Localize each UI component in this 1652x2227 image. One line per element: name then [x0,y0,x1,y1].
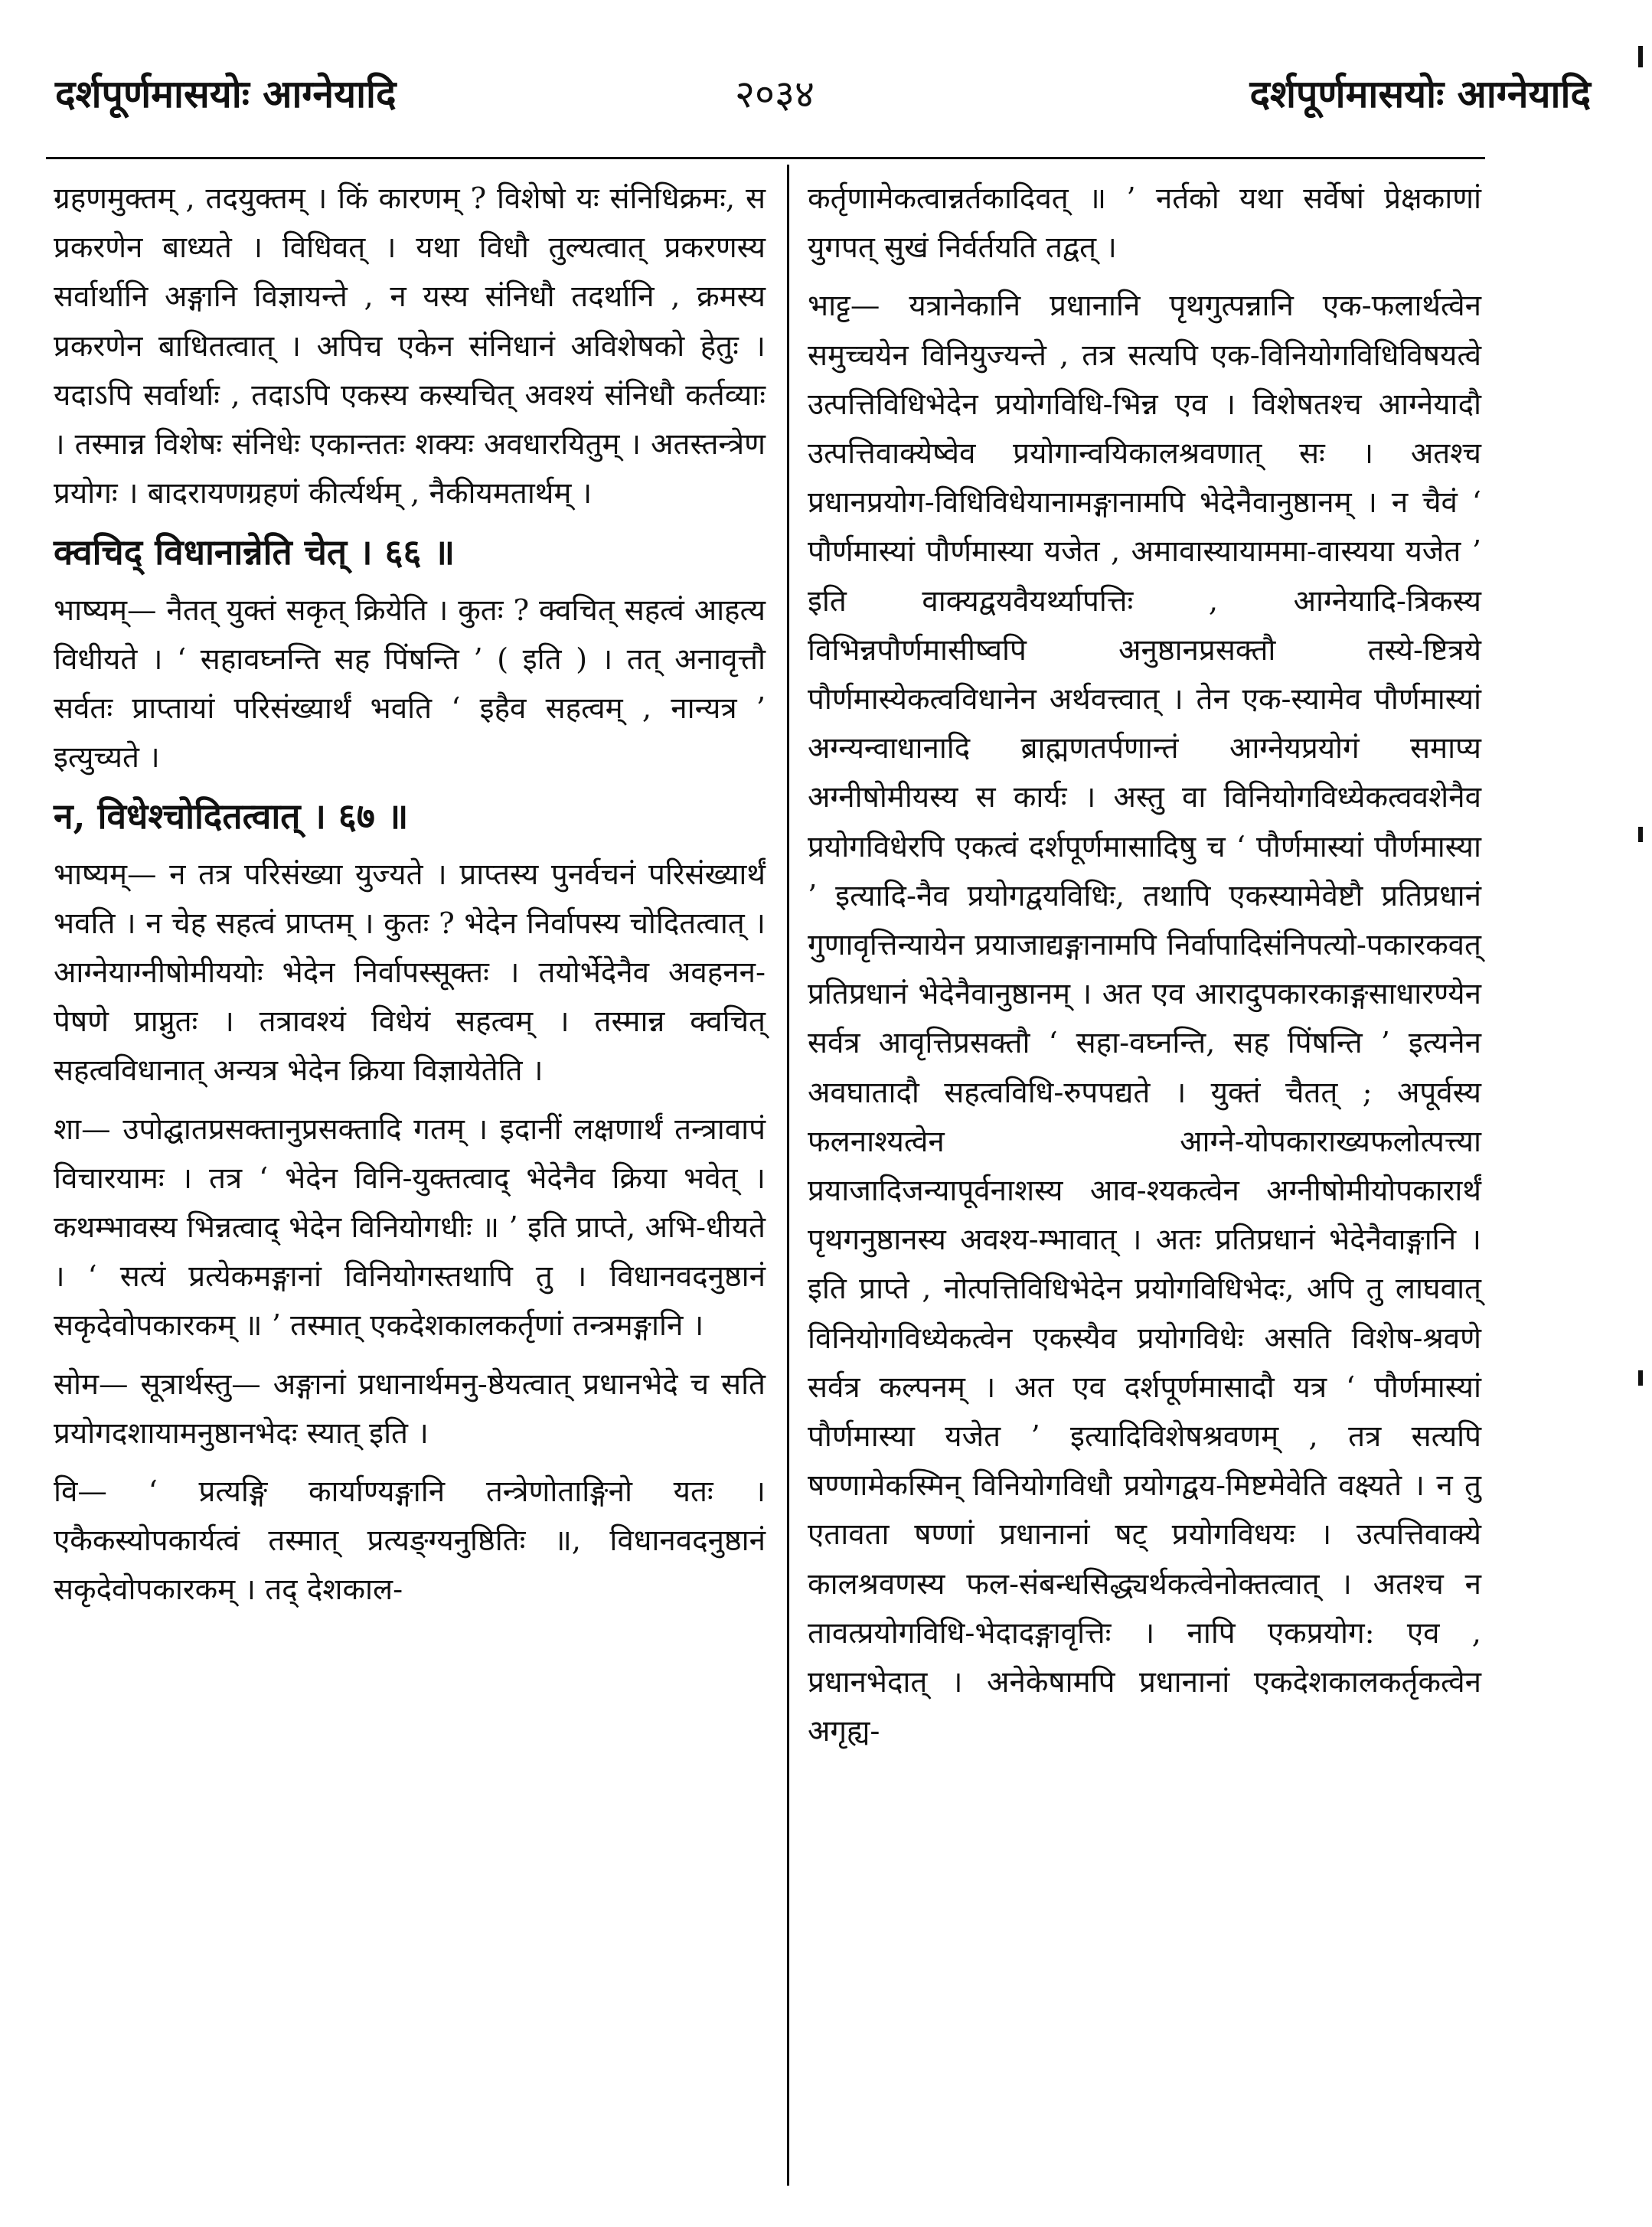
commentary-paragraph: कर्तृणामेकत्वान्नर्तकादिवत् ॥ ’ नर्तको यथा सर्वेषां प्रेक्षकाणां युगपत् सुखं निर्वर्तयति तद्वत् । [808,181,1481,266]
bhatta-paragraph: भाट्ट— यत्रानेकानि प्रधानानि पृथगुत्पन्नानि एक-फलार्थत्वेन समुच्चयेन विनियुज्यन्ते , तत्र सत्यपि एक-विनियोगविधिविषयत्वे उत्पत्तिविधिभेदेन प्रयोगविधि-भिन्न एव । विशेषतश्च आग्नेयादौ उत्पत्तिवाक्येष्वेव प्रयोगान्वयिकालश्रवणात् सः । अतश्च प्रधानप्रयोग-विधिविधेयानामङ्गानामपि भेदेनैवानुष्ठानम् । न चैवं ‘ पौर्णमास्यां पौर्णमास्या यजेत , अमावास्यायाममा-वास्यया यजेत ’ इति वाक्यद्वयवैयर्थ्यापत्तिः , आग्नेयादि-त्रिकस्य विभिन्नपौर्णमासीष्वपि अनुष्ठानप्रसक्तौ तस्ये-ष्टित्रये पौर्णमास्येकत्वविधानेन अर्थवत्त्वात् । तेन एक-स्यामेव पौर्णमास्यां अग्न्यन्वाधानादि ब्राह्मणतर्पणान्तं आग्नेयप्रयोगं समाप्य अग्नीषोमीयस्य स कार्यः । अस्तु वा विनियोगविध्येकत्ववशेनैव प्रयोगविधेरपि एकत्वं दर्शपूर्णमासादिषु च ‘ पौर्णमास्यां पौर्णमास्या ’ इत्यादि-नैव प्रयोगद्वयविधिः, तथापि एकस्यामेवेष्टौ प्रतिप्रधानं गुणावृत्तिन्यायेन प्रयाजाद्यङ्गानामपि निर्वापादिसंनिपत्यो-पकारकवत् प्रतिप्रधानं भेदेनैवानुष्ठानम् । अत एव आरादुपकारकाङ्गसाधारण्येन सर्वत्र आवृत्तिप्रसक्तौ ‘ सहा-वघ्नन्ति, सह पिंषन्ति ’ इत्यनेन अवघातादौ सहत्वविधि-रुपपद्यते । युक्तं चैतत् ; अपूर्वस्य फलनाश्यत्वेन आग्ने-योपकाराख्यफलोत्पत्त्या प्रयाजादिजन्यापूर्वनाशस्य आव-श्यकत्वेन अग्नीषोमीयोपकारार्थं पृथगनुष्ठानस्य अवश्य-म्भावात् । अतः प्रतिप्रधानं भेदेनैवाङ्गानि । इति प्राप्ते , नोत्पत्तिविधिभेदेन प्रयोगविधिभेदः, अपि तु लाघवात् विनियोगविध्येकत्वेन एकस्यैव प्रयोगविधेः असति विशेष-श्रवणे सर्वत्र कल्पनम् । अत एव दर्शपूर्णमासादौ यत्र ‘ पौर्णमास्यां पौर्णमास्या यजेत ’ इत्यादिविशेषश्रवणम् , तत्र सत्यपि षण्णामेकस्मिन् विनियोगविधौ प्रयोगद्वय-मिष्टमेवेति वक्ष्यते । न तु एतावता षण्णां प्रधानानां षट् प्रयोगविधयः । उत्पत्तिवाक्ये कालश्रवणस्य फल-संबन्धसिद्ध्यर्थकत्वेनोक्तत्वात् । अतश्च न तावत्प्रयोगविधि-भेदादङ्गावृत्तिः । नापि एकप्रयोग: एव , प्रधानभेदात् । अनेकेषामपि प्रधानानां एकदेशकालकर्तृकत्वेन अगृह्य- [808,289,1481,1749]
bhashya-paragraph: भाष्यम्— नैतत् युक्तं सकृत् क्रियेति । कुतः ? क्वचित् सहत्वं आहत्य विधीयते । ‘ सहावघ्नन्ति सह पिंषन्ति ’ ( इति ) । तत् अनावृत्तौ सर्वतः प्राप्तायां परिसंख्यार्थं भवति ‘ इहैव सहत्वम् , नान्यत्र ’ इत्युच्यते । [54,593,766,776]
commentary-paragraph: ग्रहणमुक्तम् , तदयुक्तम् । किं कारणम् ? विशेषो यः संनिधिक्रमः, स प्रकरणेन बाध्यते । विधिवत् । यथा विधौ तुल्यत्वात् प्रकरणस्य सर्वार्थानि अङ्गानि विज्ञायन्ते , न यस्य संनिधौ तदर्थानि , क्रमस्य प्रकरणेन बाधितत्वात् । अपिच एकेन संनिधानं अविशेषको हेतुः । यदाऽपि सर्वार्थाः , तदाऽपि एकस्य कस्यचित् अवश्यं संनिधौ कर्तव्याः । तस्मान्न विशेषः संनिधेः एकान्ततः शक्यः अवधारयितुम् । अतस्तन्त्रेण प्रयोगः । बादरायणग्रहणं कीर्त्यर्थम् , नैकीयमतार्थम् । [54,181,766,511]
column-divider [787,165,789,2186]
sutra-66: क्वचिद् विधानान्नेति चेत् । ६६ ॥ [54,531,455,573]
scan-edge-mark [1638,827,1643,842]
shastradipika-paragraph: शा— उपोद्घातप्रसक्तानुप्रसक्तादि गतम् । इदानीं लक्षणार्थं तन्त्रावापं विचारयामः । तत्र ‘ भेदेन विनि-युक्तत्वाद् भेदेनैव क्रिया भवेत् । कथम्भावस्य भिन्नत्वाद् भेदेन विनियोगधीः ॥ ’ इति प्राप्ते, अभि-धीयते । ‘ सत्यं प्रत्येकमङ्गानां विनियोगस्तथापि तु । विधानवदनुष्ठानं सकृदेवोपकारकम् ॥ ’ तस्मात् एकदेशकालकर्तृणां तन्त्रमङ्गानि । [54,1112,766,1344]
sutra-67: न, विधेश्चोदितत्वात् । ६७ ॥ [54,795,409,838]
scan-edge-mark [1638,46,1643,67]
header-rule [46,157,1485,159]
vidhi-paragraph: वि— ‘ प्रत्यङ्गि कार्याण्यङ्गानि तन्त्रेणोताङ्गिनो यतः । एकैकस्योपकार्यत्वं तस्मात् प्रत्यङ्ग्यनुष्ठितिः ॥, विधानवदनुष्ठानं सकृदेवोपकारकम् । तद् देशकाल- [54,1474,766,1608]
bhashya-paragraph: भाष्यम्— न तत्र परिसंख्या युज्यते । प्राप्तस्य पुनर्वचनं परिसंख्यार्थं भवति । न चेह सहत्वं प्राप्तम् । कुतः ? भेदेन निर्वापस्य चोदितत्वात् । आग्नेयाग्नीषोमीययोः भेदेन निर्वापस्सूक्तः । तयोर्भेदेनैव अवहनन-पेषणे प्राप्नुतः । तत्रावश्यं विधेयं सहत्वम् । तस्मान्न क्वचित् सहत्वविधानात् अन्यत्र भेदेन क्रिया विज्ञायेतेति । [54,857,766,1089]
running-header-right: दर्शपूर्णमासयोः आग्नेयादि [1249,71,1591,116]
page-number: २०३४ [735,72,815,116]
scan-edge-mark [1638,1370,1643,1386]
soma-paragraph: सोम— सूत्रार्थस्तु— अङ्गानां प्रधानार्थमनु-ष्ठेयत्वात् प्रधानभेदे च सति प्रयोगदशायामनुष्ठानभेदः स्यात् इति । [54,1367,766,1451]
right-column [808,175,1481,1757]
running-header-left: दर्शपूर्णमासयोः आग्नेयादि [55,71,397,116]
left-column [54,175,766,1615]
